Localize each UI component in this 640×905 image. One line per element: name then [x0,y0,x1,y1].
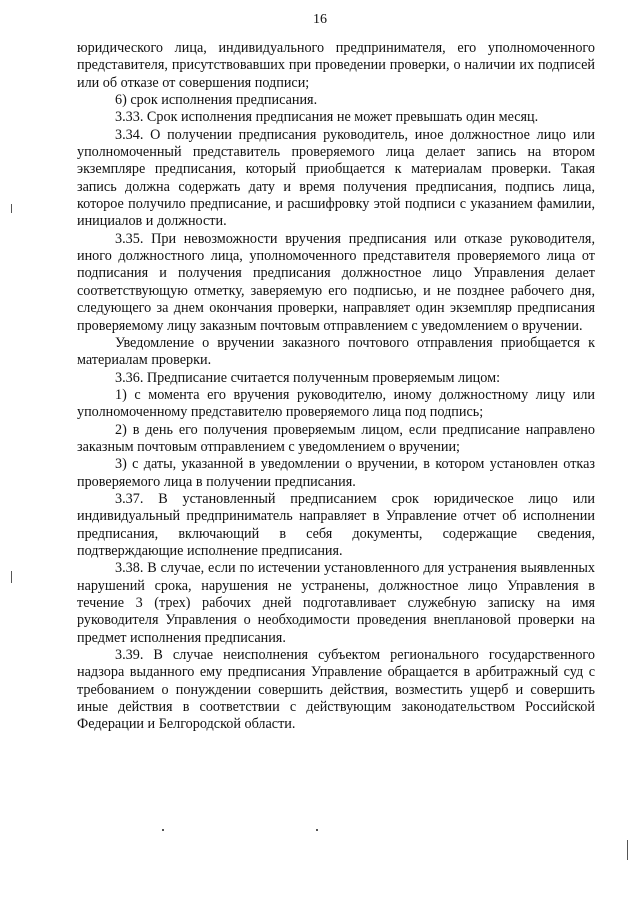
paragraph-3-38: 3.38. В случае, если по истечении установленного для устранения выявленных нарушений срока, нарушения не устранены, должностное лицо Управления в течение 3 (трех) рабочих дней подготавливает служебную записку на имя руководителя Управления о необходимости проведения внеплановой проверки на предмет исполнения предписания. [77,560,595,646]
paragraph-item-6: 6) срок исполнения предписания. [115,92,318,109]
paragraph-3-34: 3.34. О получении предписания руководитель, иное должностное лицо или уполномоченный представитель проверяемого лица делает запись на втором экземпляре предписания, который приобщается к материалам проверки. Такая запись должна содержать дату и время получения предписания, подпись лица, которое получило предписание, и расшифровку этой подписи с указанием фамилии, инициалов и должности. [77,126,595,230]
paragraph-3-37: 3.37. В установленный предписанием срок юридическое лицо или индивидуальный предприниматель направляет в Управление отчет об исполнении предписания, включающий в себя документы, содержащие сведения, подтверждающие исполнение предписания. [77,490,595,559]
paragraph-3-33: 3.33. Срок исполнения предписания не может превышать один месяц. [115,109,539,126]
paragraph-intro-continuation: юридического лица, индивидуального предпринимателя, его уполномоченного представителя, присутствовавших при проведении проверки, о наличии их подписей или об отказе от совершения подписи; [77,40,595,91]
paragraph-3-39: 3.39. В случае неисполнения субъектом регионального государственного надзора выданного ему предписания Управление обращается в арбитражный суд с требованием о понуждении совершить действия, возместить ущерб и совершить иные действия в соответствии с действующим законодательством Российской Федерации и Белгородской области. [77,647,595,733]
paragraph-3-36-item-1: 1) с момента его вручения руководителю, иному должностному лицу или уполномоченному представителю проверяемого лица под подпись; [77,386,595,421]
scan-mark-right-edge [627,840,628,860]
page-number: 16 [313,12,327,27]
scan-dot-bottom-left [162,829,164,831]
paragraph-3-36-item-3: 3) с даты, указанной в уведомлении о вручении, в котором установлен отказ проверяемого лица в получении предписания. [77,456,595,490]
paragraph-3-35: 3.35. При невозможности вручения предписания или отказе руководителя, иного должностного лица, уполномоченного представителя проверяемого лица от подписания и получения предписания должностное лицо Управления делает соответствующую отметку, заверяемую его подписью, и не позднее рабочего дня, следующего за днем окончания проверки, направляет один экземпляр предписания проверяемому лицу заказным почтовым отправлением с уведомлением о вручении. [77,230,595,334]
paragraph-3-35-notice: Уведомление о вручении заказного почтового отправления приобщается к материалам проверки. [77,334,595,369]
paragraph-3-36-item-2: 2) в день его получения проверяемым лицом, если предписание направлено заказным почтовым отправлением с уведомлением о вручении; [77,421,595,455]
scan-mark-left [11,204,12,213]
scan-dot-bottom-mid [316,829,318,831]
scan-mark-left-lower [11,571,12,583]
document-body [77,40,595,734]
paragraph-3-36: 3.36. Предписание считается полученным проверяемым лицом: [115,369,501,386]
